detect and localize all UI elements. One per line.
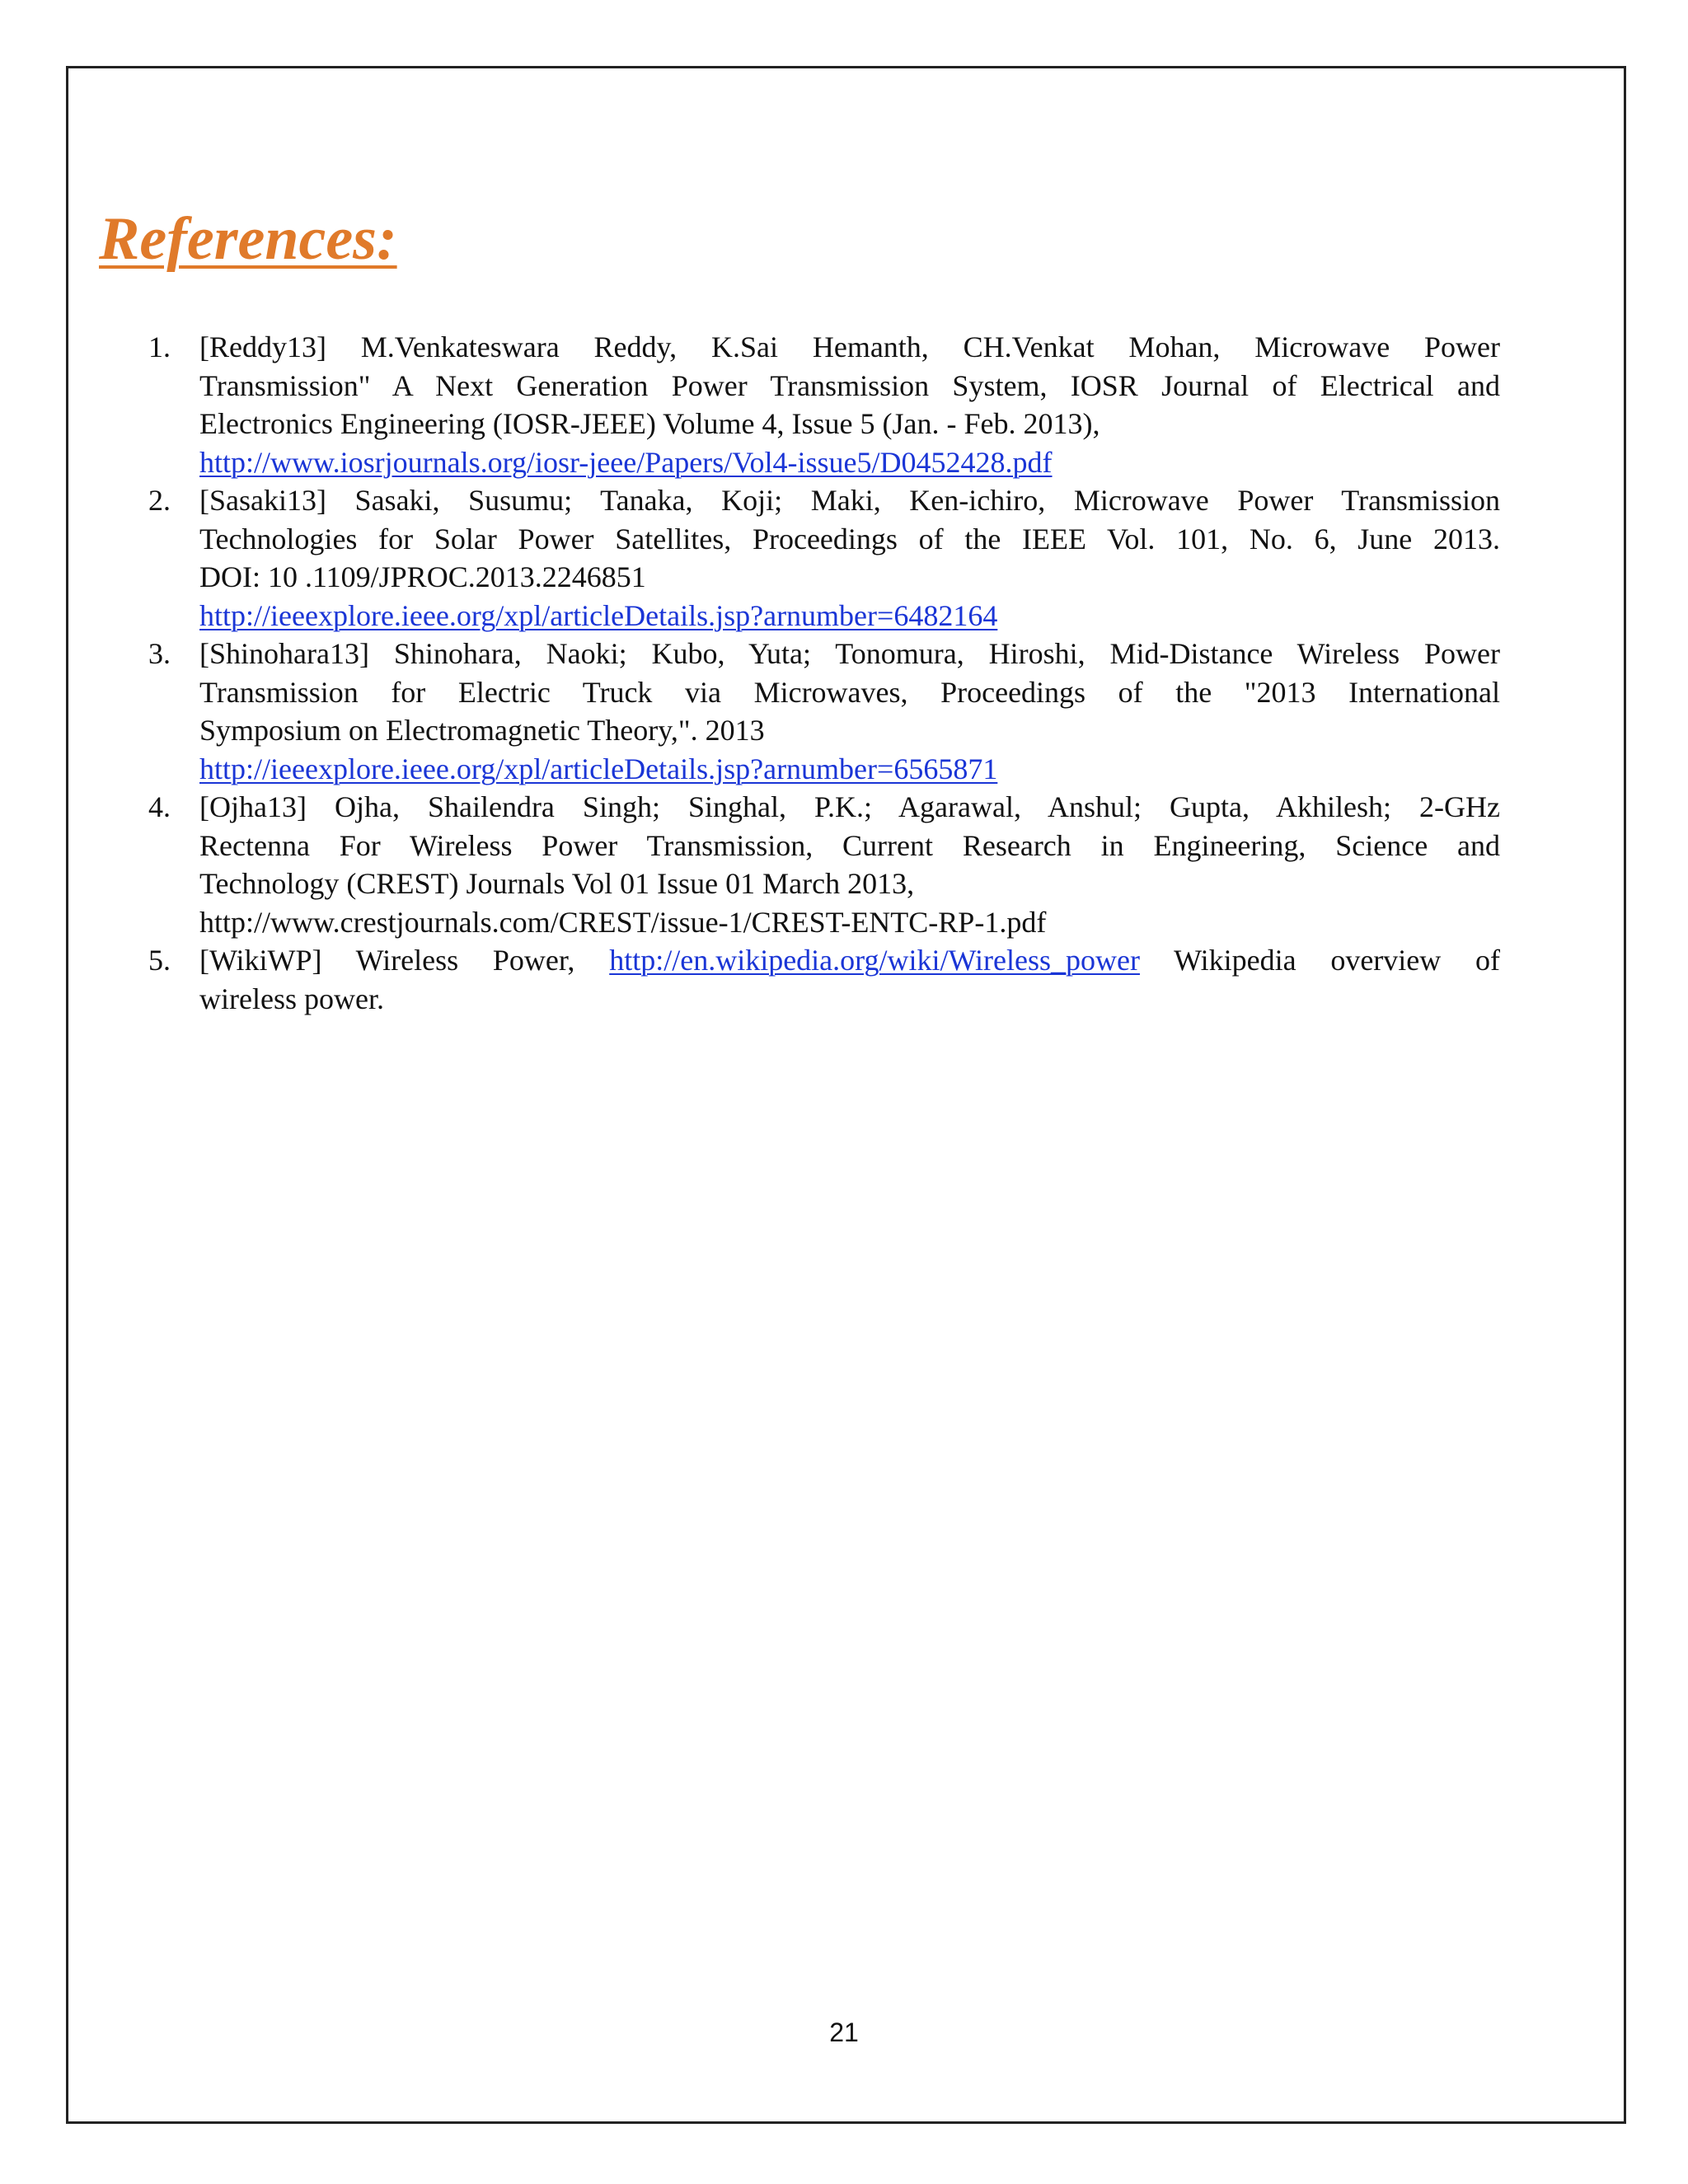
- page-number: 21: [829, 2018, 859, 2047]
- reference-list: [148, 328, 1500, 1018]
- reference-text-line: Transmission for Electric Truck via Microwaves, Proceedings of the "2013 International: [199, 675, 1500, 709]
- reference-text-line: Symposium on Electromagnetic Theory,". 2013: [199, 714, 765, 747]
- reference-text-line: Electronics Engineering (IOSR-JEEE) Volume 4, Issue 5 (Jan. - Feb. 2013),: [199, 407, 1100, 440]
- reference-item-1: [148, 328, 1500, 481]
- references-heading: References:: [99, 205, 397, 273]
- reference-text-line: Technologies for Solar Power Satellites, Proceedings of the IEEE Vol. 101, No. 6, June 2013.: [199, 522, 1500, 555]
- reference-text-line: [Shinohara13] Shinohara, Naoki; Kubo, Yuta; Tonomura, Hiroshi, Mid-Distance Wireless Power: [199, 637, 1500, 670]
- reference-item-5: [148, 941, 1500, 1018]
- reference-number: 4.: [148, 790, 171, 823]
- reference-text-line: Transmission" A Next Generation Power Transmission System, IOSR Journal of Electrical and: [199, 368, 1500, 402]
- reference-number: 5.: [148, 944, 171, 977]
- reference-number: 1.: [148, 330, 171, 363]
- reference-item-3: [148, 635, 1500, 788]
- reference-text-line: [Sasaki13] Sasaki, Susumu; Tanaka, Koji; Maki, Ken-ichiro, Microwave Power Transmission: [199, 484, 1500, 517]
- reference-link-ieee-6482164[interactable]: http://ieeexplore.ieee.org/xpl/articleDetails.jsp?arnumber=6482164: [199, 598, 998, 632]
- reference-text-line: Technology (CREST) Journals Vol 01 Issue 01 March 2013,: [199, 867, 915, 900]
- reference-item-4: [148, 788, 1500, 941]
- reference-text: Wikipedia overview of: [1174, 944, 1501, 977]
- reference-text-line: [199, 941, 1500, 980]
- reference-text: [WikiWP] Wireless Power,: [199, 944, 575, 977]
- reference-text-line: Rectenna For Wireless Power Transmission, Current Research in Engineering, Science and: [199, 828, 1500, 862]
- reference-link-wikipedia[interactable]: http://en.wikipedia.org/wiki/Wireless_power: [609, 944, 1140, 977]
- reference-link-iosr[interactable]: http://www.iosrjournals.org/iosr-jeee/Papers/Vol4-issue5/D0452428.pdf: [199, 445, 1053, 479]
- reference-text-line: [Ojha13] Ojha, Shailendra Singh; Singhal, P.K.; Agarawal, Anshul; Gupta, Akhilesh; 2-GHz: [199, 790, 1500, 823]
- reference-text-line: [Reddy13] M.Venkateswara Reddy, K.Sai Hemanth, CH.Venkat Mohan, Microwave Power: [199, 330, 1500, 363]
- reference-number: 2.: [148, 484, 171, 517]
- reference-text-line: wireless power.: [199, 982, 384, 1015]
- reference-link-ieee-6565871[interactable]: http://ieeexplore.ieee.org/xpl/articleDetails.jsp?arnumber=6565871: [199, 752, 998, 785]
- reference-text-line: DOI: 10 .1109/JPROC.2013.2246851: [199, 560, 646, 593]
- reference-number: 3.: [148, 637, 171, 670]
- reference-item-2: [148, 481, 1500, 635]
- reference-text-line: http://www.crestjournals.com/CREST/issue-1/CREST-ENTC-RP-1.pdf: [199, 905, 1047, 939]
